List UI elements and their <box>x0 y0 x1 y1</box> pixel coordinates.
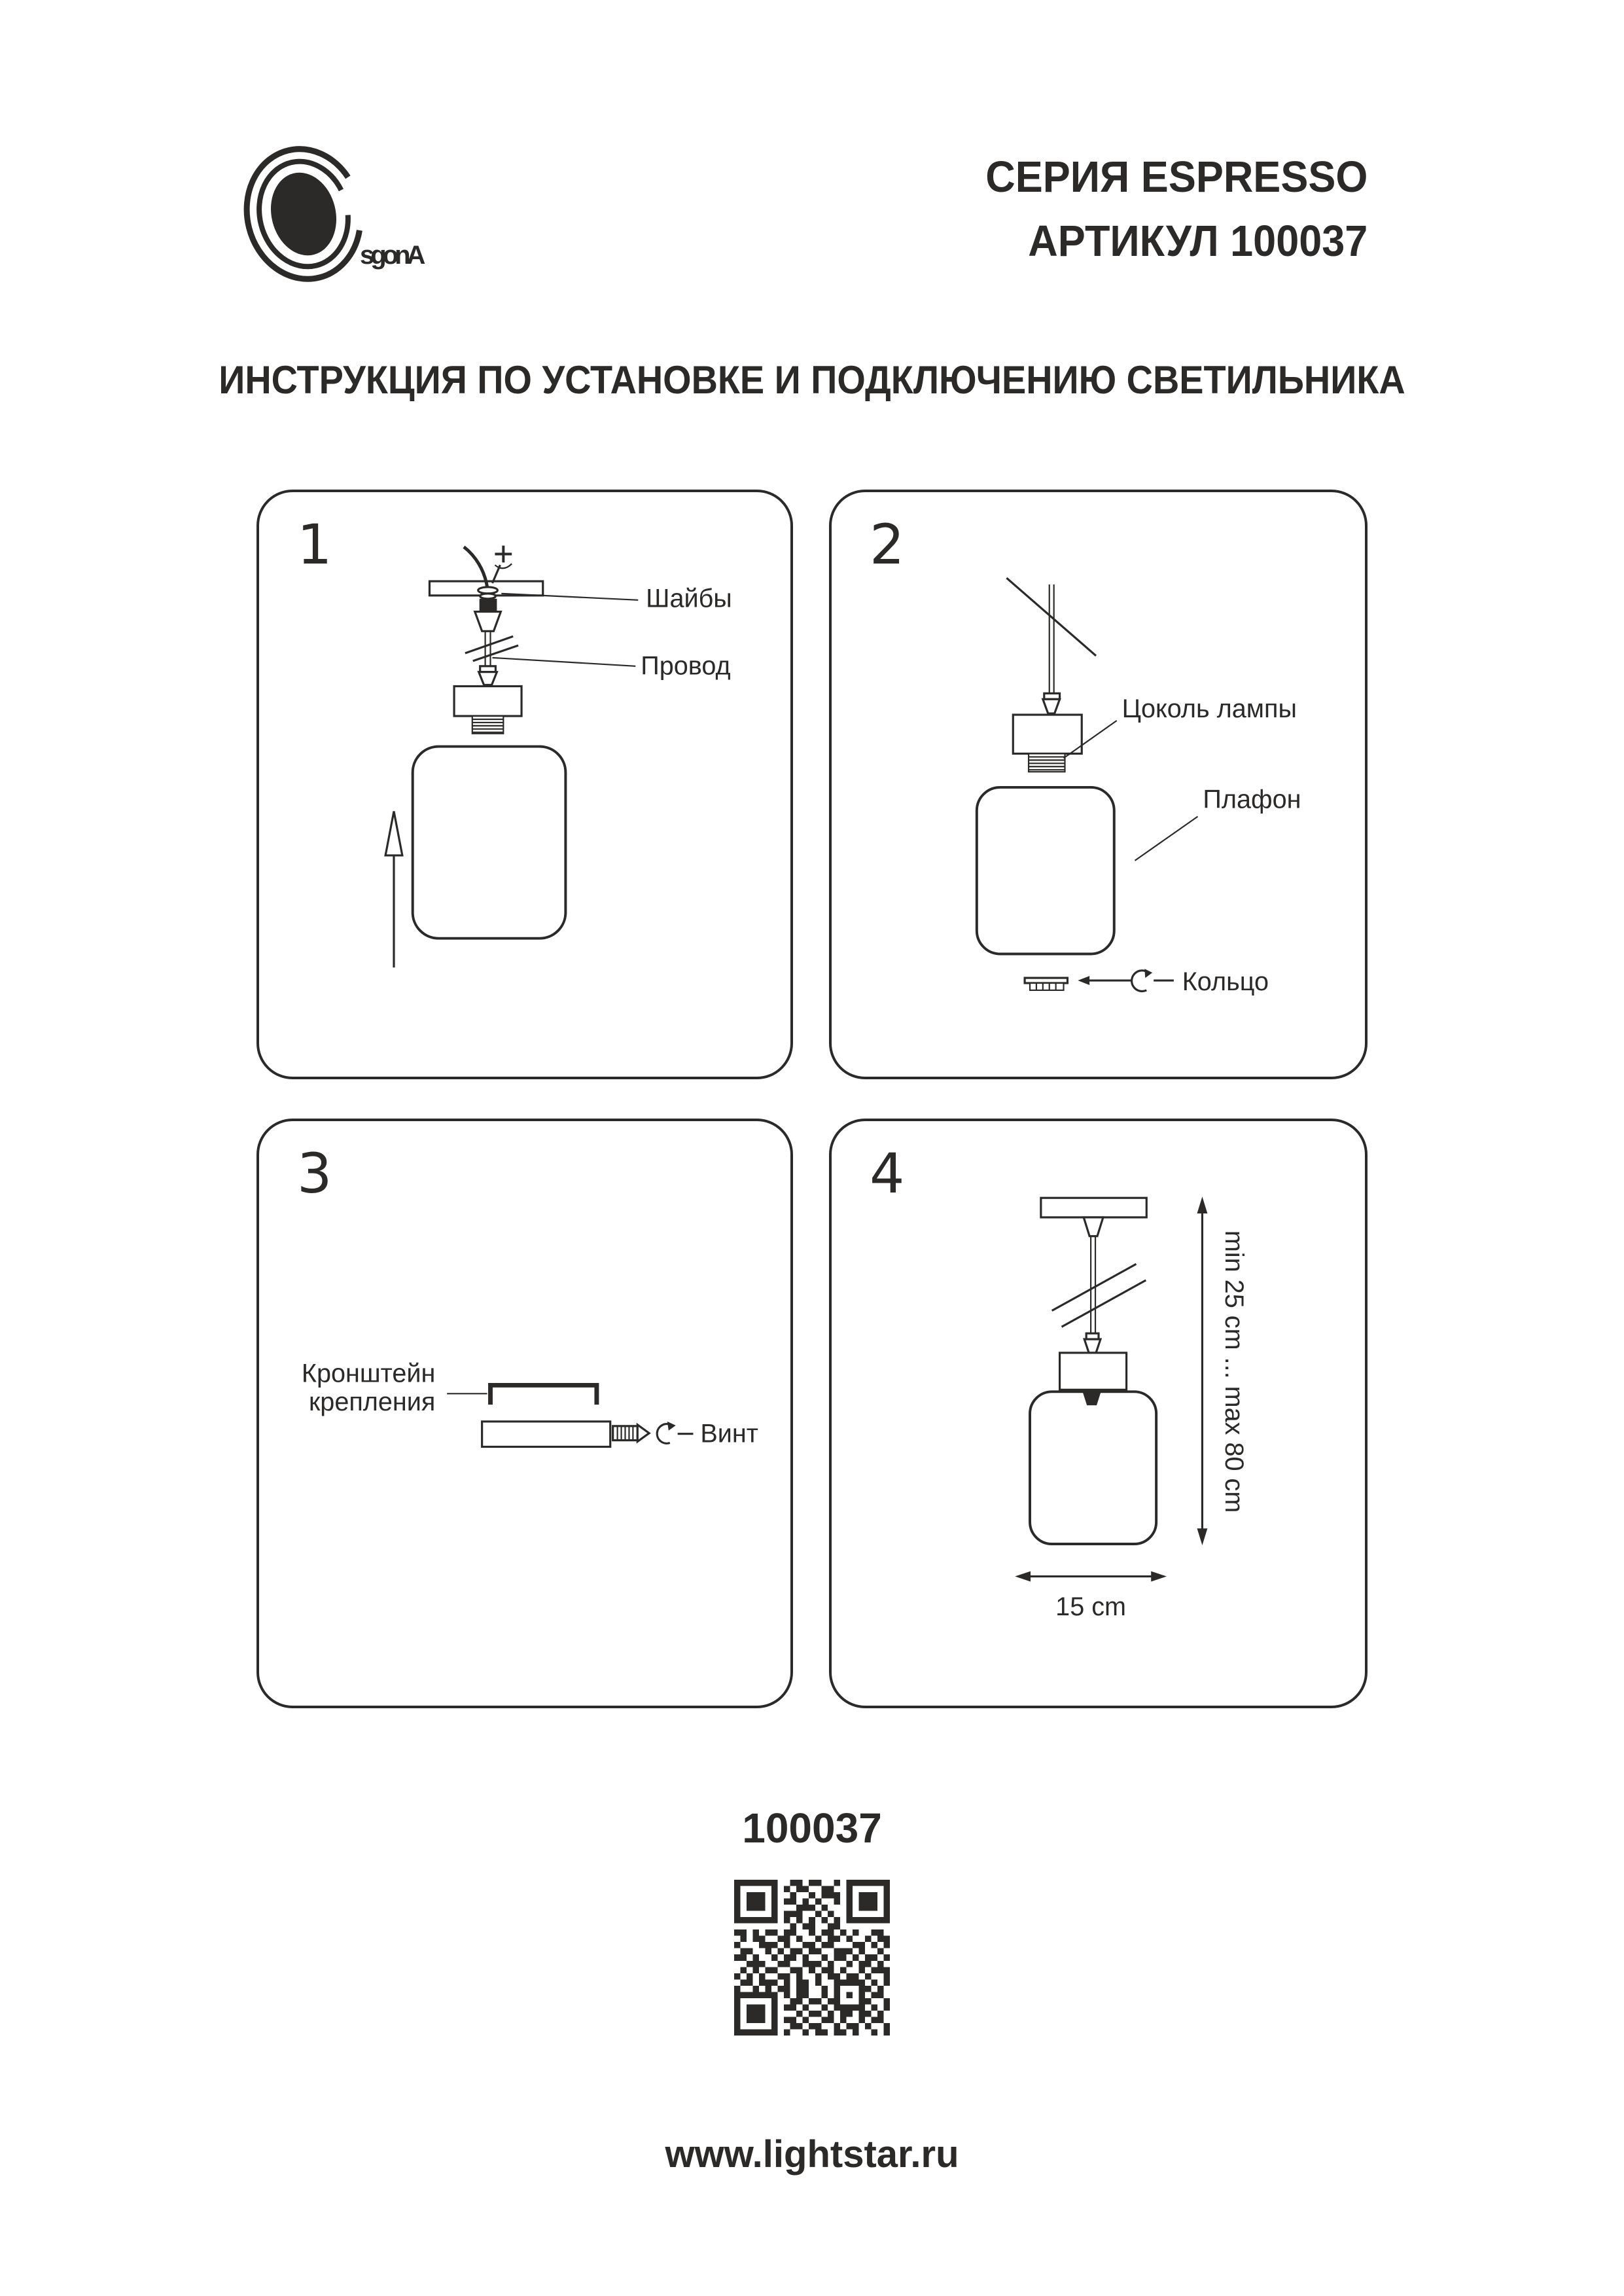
lamp-base <box>1082 1391 1101 1405</box>
nut <box>480 599 497 612</box>
height-dimension-arrow <box>1197 1196 1208 1545</box>
step-panel-1 <box>256 490 793 1079</box>
washers <box>478 587 498 599</box>
header-series-block <box>985 145 1368 274</box>
mesh-shade <box>1030 1391 1156 1544</box>
ring-direction-arrow <box>1078 969 1174 991</box>
washers-label: Шайбы <box>646 584 732 613</box>
wire-label: Провод <box>641 651 731 681</box>
bracket-label-line2: крепления <box>308 1388 436 1417</box>
width-label: 15 cm <box>1055 1592 1127 1621</box>
step-panel-3 <box>256 1119 793 1708</box>
brand-logo-text: sgonA <box>360 241 422 270</box>
strain-cone <box>475 612 501 632</box>
shade-label: Плафон <box>1203 785 1301 814</box>
socket-label: Цоколь лампы <box>1121 694 1297 724</box>
step-number-2: 2 <box>870 512 905 577</box>
socket-housing <box>454 686 521 716</box>
step-2-diagram <box>832 492 1365 1077</box>
threaded-nipple <box>1029 753 1065 772</box>
washers-leader-line <box>501 594 638 600</box>
step-number-4: 4 <box>870 1141 905 1206</box>
logo-o-mark <box>243 141 374 291</box>
mesh-shade <box>977 787 1114 954</box>
step-1-diagram <box>259 492 790 1077</box>
socket-housing <box>1060 1353 1127 1390</box>
up-arrow-icon <box>385 812 402 968</box>
step-4-diagram <box>832 1121 1365 1706</box>
step-number-3: 3 <box>297 1141 332 1206</box>
page-title <box>0 357 1624 403</box>
screw-label: Винт <box>700 1419 758 1448</box>
step-panel-2 <box>829 490 1368 1079</box>
wire-leader-line <box>492 658 635 666</box>
article-line: АРТИКУЛ 100037 <box>1027 217 1368 266</box>
step-number-1: 1 <box>297 512 332 577</box>
ceiling-slash <box>1006 578 1096 656</box>
height-range-label: min 25 cm ... max 80 cm <box>1220 1230 1249 1513</box>
mesh-shade <box>413 747 566 939</box>
pendant-wire <box>1050 584 1054 693</box>
ring <box>1025 978 1067 990</box>
ferrule <box>1084 1333 1101 1353</box>
bracket-base <box>482 1422 610 1447</box>
shade-leader-line <box>1135 817 1197 861</box>
width-dimension-arrow <box>1015 1571 1167 1582</box>
brand-logo <box>243 141 662 304</box>
mounting-bracket <box>491 1385 597 1405</box>
step-3-diagram <box>259 1121 790 1706</box>
socket-housing <box>1013 715 1082 753</box>
step-panel-4 <box>829 1119 1368 1708</box>
suspension-rod <box>1052 1236 1146 1334</box>
threaded-nipple <box>472 716 504 734</box>
qr-code <box>734 1880 890 2036</box>
series-line: СЕРИЯ ESPRESSO <box>985 152 1368 202</box>
page-title-text: ИНСТРУКЦИЯ ПО УСТАНОВКЕ И ПОДКЛЮЧЕНИЮ СВЕТИЛЬНИКА <box>219 358 1405 402</box>
strain-cone <box>1084 1217 1103 1236</box>
screw-icon <box>613 1425 649 1442</box>
bracket-label-line1: Кронштейн <box>301 1359 436 1388</box>
website-url: www.lightstar.ru <box>665 2133 959 2176</box>
ferrule <box>479 666 497 685</box>
ceiling-plate <box>1041 1198 1146 1217</box>
suspension-rod <box>465 631 518 666</box>
mounting-screw-icon <box>492 546 512 583</box>
screw-rotation-arrow <box>657 1422 693 1443</box>
ring-label: Кольцо <box>1182 967 1269 996</box>
article-number: 100037 <box>742 1804 882 1852</box>
ferrule <box>1043 693 1060 713</box>
